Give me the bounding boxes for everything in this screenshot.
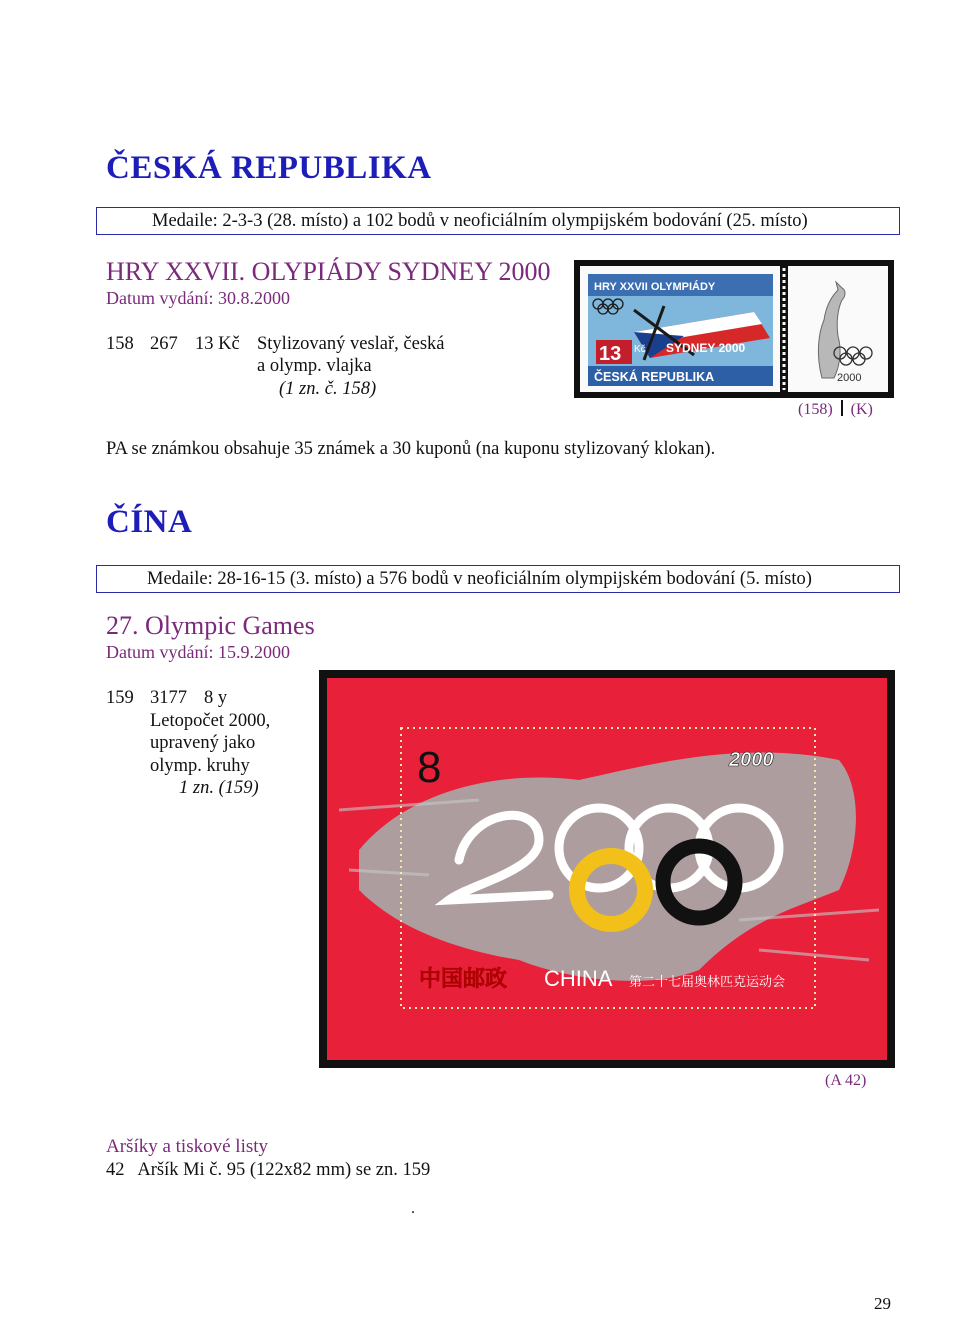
stamp-description-line-3: olymp. kruhy xyxy=(150,756,250,776)
stamp-description-line-1: Letopočet 2000, xyxy=(150,711,271,731)
chinese-post-text: 中国邮政 xyxy=(419,966,508,991)
stamp-value-unit: Kč xyxy=(634,344,646,355)
coupon-year-text: 2000 xyxy=(837,372,862,384)
czech-stamp-image xyxy=(574,260,894,398)
reference-stamp: (158) xyxy=(798,401,833,418)
stamp-country-text: ČESKÁ REPUBLIKA xyxy=(594,370,715,384)
issue-title-czech: HRY XXVII. OLYPIÁDY SYDNEY 2000 xyxy=(106,257,551,286)
sheet-note-czech: PA se známkou obsahuje 35 známek a 30 kuponů (na kuponu stylizovaný klokan). xyxy=(106,439,716,459)
page-dot: . xyxy=(411,1200,415,1217)
medal-summary-box-czech xyxy=(96,207,900,235)
stamp-number: 158 xyxy=(106,334,134,354)
sheet-corner-year: 2000 xyxy=(729,749,774,771)
chinese-games-text: 第二十七届奥林匹克运动会 xyxy=(629,974,786,989)
stamp-count: 1 zn. (159) xyxy=(179,778,259,798)
sheet-entry: 42 Aršík Mi č. 95 (122x82 mm) se zn. 159 xyxy=(106,1160,431,1180)
sheet-value-text: 8 xyxy=(417,743,442,792)
stamp-value: 8 y xyxy=(204,688,228,708)
medal-summary-text: Medaile: 28-16-15 (3. místo) a 576 bodů v neoficiálním olympijském bodování (5. místo) xyxy=(147,568,812,589)
stamp-description-line-1: Stylizovaný veslař, česká xyxy=(257,334,445,354)
reference-label-czech xyxy=(798,400,873,419)
issue-date-china: Datum vydání: 15.9.2000 xyxy=(106,642,290,662)
catalog-number: 3177 xyxy=(150,688,187,708)
issue-title-china: 27. Olympic Games xyxy=(106,611,315,640)
issue-date-czech: Datum vydání: 30.8.2000 xyxy=(106,288,290,308)
stamp-count: (1 zn. č. 158) xyxy=(279,379,377,399)
stamp-top-text: HRY XXVII OLYMPIÁDY xyxy=(594,281,716,293)
stamp-value: 13 Kč xyxy=(195,334,240,354)
reference-coupon: (K) xyxy=(850,401,873,418)
china-miniature-sheet-image xyxy=(319,670,895,1068)
china-text: CHINA xyxy=(544,966,613,991)
stamp-value-text: 13 xyxy=(599,343,622,365)
catalog-number: 267 xyxy=(150,334,178,354)
page-number: 29 xyxy=(874,1294,891,1313)
country-heading-china: ČÍNA xyxy=(106,504,193,540)
reference-label-china: (A 42) xyxy=(825,1072,867,1089)
sheets-heading: Aršíky a tiskové listy xyxy=(106,1136,269,1157)
medal-summary-text: Medaile: 2-3-3 (28. místo) a 102 bodů v neoficiálním olympijském bodování (25. místo) xyxy=(152,210,808,231)
stamp-sydney-text: SYDNEY 2000 xyxy=(666,341,746,355)
stamp-description-line-2: upravený jako xyxy=(150,733,256,753)
country-heading-czech: ČESKÁ REPUBLIKA xyxy=(106,150,432,186)
medal-summary-box-china xyxy=(96,565,900,593)
reference-divider xyxy=(841,400,843,416)
stamp-number: 159 xyxy=(106,688,134,708)
stamp-description-line-2: a olymp. vlajka xyxy=(257,356,372,376)
